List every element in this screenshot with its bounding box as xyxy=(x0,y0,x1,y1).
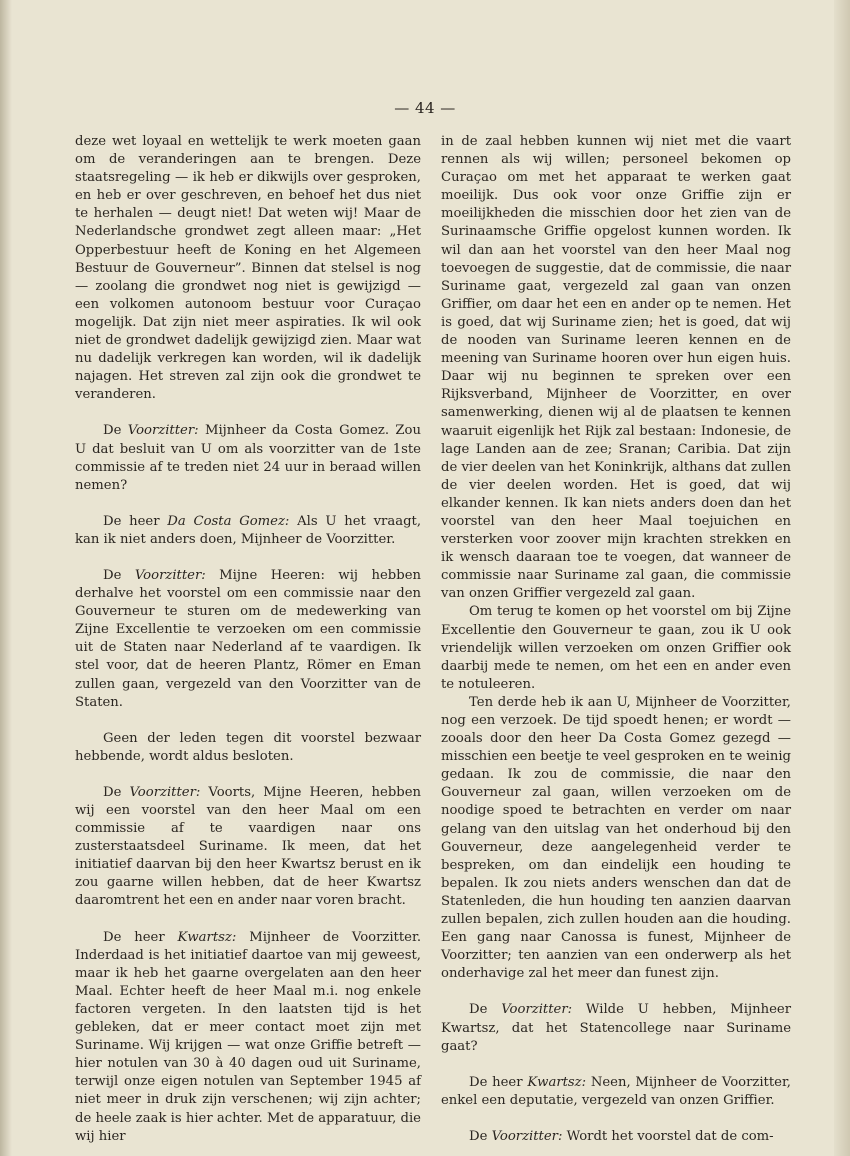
paragraph-text: Neen, Mijnheer de Voorzitter, enkel een deputatie, vergezeld van onzen Griffier. xyxy=(441,1074,792,1108)
paragraph xyxy=(75,730,421,766)
speaker-name: Kwartsz: xyxy=(527,1074,587,1090)
speaker-name: Kwartsz: xyxy=(177,929,237,945)
speaker-prefix: De xyxy=(103,784,130,800)
speaker-name: Voorzitter: xyxy=(491,1128,563,1144)
paragraph-text: Mijnheer de Voorzitter. Inderdaad is het initiatief daartoe van mij geweest, maar ik heb het gaarne overgelaten aan den heer Maal. Echter heeft de heer Maal m.i. nog enkele factoren vergeten. In den laatsten tijd is het gebleken, dat er meer contact moet zijn met Suriname. Wij krijgen — wat onze Griffie betreft — hier notulen van 30 à 40 dagen oud uit Suriname, terwijl onze eigen notulen van September 1945 af niet meer in druk zijn verschenen; wij zijn achter; de heele zaak is hier achter. Met de apparatuur, die wij hier xyxy=(75,929,422,1144)
paragraph-text: Ten derde heb ik aan U, Mijnheer de Voorzitter, nog een verzoek. De tijd spoedt henen; er wordt — zooals door den heer Da Costa Gomez gezegd — misschien een beetje te veel gesproken en te weinig gedaan. Ik zou de commissie, die naar den Gouverneur zal gaan, willen verzoeken om de noodige spoed te betrachten en verder om naar gelang van den uitslag van het onderhoud bij den Gouverneur, deze aangelegenheid verder te bespreken, om dan eindelijk een houding te bepalen. Ik zou niets anders wenschen dan dat de Statenleden, die hun houding ten aanzien daarvan zullen bepalen, zich zullen houden aan die houding. Een gang naar Canossa is funest, Mijnheer de Voorzitter; ten aanzien van een onderwerp als het onderhavige zal het meer dan funest zijn. xyxy=(441,694,791,982)
page-binding-edge xyxy=(0,0,12,1156)
speaker-name: Voorzitter: xyxy=(129,784,201,800)
speaker-prefix: De xyxy=(103,423,128,439)
paragraph-text: Geen der leden tegen dit voorstel bezwaar hebbende, wordt aldus besloten. xyxy=(75,730,421,764)
speaker-prefix: De heer xyxy=(103,513,168,529)
paragraph xyxy=(441,603,791,693)
speaker-prefix: De xyxy=(103,567,135,583)
paragraph xyxy=(441,694,791,984)
paragraph-text: deze wet loyaal en wettelijk te werk moeten gaan om de veranderingen aan te brengen. Deze staatsregeling — ik heb er dikwijls over gesproken, en heb er over geschreven, en behoef het dus niet te herhalen — deugt niet! Dat weten wij! Maar de Nederlandsche grondwet zegt alleen maar: „Het Opperbestuur heeft de Koning en het Algemeen Bestuur de Gouverneur”. Binnen dat stelsel is nog — zoolang die grondwet nog niet is gewijzigd — een volkomen autonoom bestuur voor Curaçao mogelijk. Dat zijn niet meer aspiraties. Ik wil ook niet de grondwet dadelijk gewijzigd zien. Maar wat nu dadelijk verkregen kan worden, wil ik dadelijk najagen. Het streven zal zijn ook die grondwet te veranderen. xyxy=(75,134,421,403)
paragraph xyxy=(75,513,421,549)
speaker-prefix: De xyxy=(469,1128,492,1144)
speaker-prefix: De heer xyxy=(469,1074,528,1090)
paragraph-text: in de zaal hebben kunnen wij niet met die vaart rennen als wij willen; personeel bekomen op Curaçao om met het apparaat te werken gaat moeilijk. Dus ook voor onze Griffie zijn er moeilijkheden die misschien door het zien van de Surinaamsche Griffie opgelost kunnen worden. Ik wil dan aan het voorstel van den heer Maal nog toevoegen de suggestie, dat de commissie, die naar Suriname gaat, vergezeld zal gaan van onzen Griffier, om daar het een en ander op te nemen. Het is goed, dat wij Suriname zien; het is goed, dat wij de nooden van Suriname leeren kennen en de meening van Suriname hooren over hun eigen huis. Daar wij nu beginnen te spreken over een Rijksverband, Mijnheer de Voorzitter, en over samenwerking, dienen wij al de plaatsen te kennen waaruit eigenlijk het Rijk zal bestaan: Indonesie, de lage Landen aan de zee; Sranan; Caribia. Dat zijn de vier deelen van het Koninkrijk, althans dat zullen de vier deelen worden. Het is goed, dat wij elkander kennen. Ik kan niets anders doen dan het voorstel van den heer Maal toejuichen en versterken voor zoover mijn krachten strekken en ik wensch daaraan toe te voegen, dat wanneer de commissie naar Suriname zal gaan, die commissie van onzen Griffier vergezeld zal gaan. xyxy=(441,134,791,602)
paragraph xyxy=(441,1074,791,1110)
speaker-prefix: De xyxy=(469,1002,502,1018)
paragraph xyxy=(441,1001,791,1055)
speaker-name: Da Costa Gomez: xyxy=(167,513,290,529)
paragraph xyxy=(441,1128,791,1146)
paragraph-text: Voorts, Mijne Heeren, hebben wij een voorstel van den heer Maal om een commissie af te vaardigen naar ons zusterstaatsdeel Suriname. Ik meen, dat het initiatief daarvan bij den heer Kwartsz berust en ik zou gaarne willen hebben, dat de heer Kwartsz daaromtrent het een en ander naar voren bracht. xyxy=(75,784,421,909)
speaker-prefix: De heer xyxy=(103,929,178,945)
speaker-name: Voorzitter: xyxy=(127,423,199,439)
speaker-name: Voorzitter: xyxy=(501,1002,573,1018)
paragraph xyxy=(75,567,421,712)
paragraph xyxy=(75,422,421,494)
paragraph xyxy=(441,133,791,603)
page-number: — 44 — xyxy=(394,99,456,117)
paragraph-text: Wordt het voorstel dat de com- xyxy=(562,1128,774,1144)
paragraph-text: Om terug te komen op het voorstel om bij Zijne Excellentie den Gouverneur te gaan, zou ik U ook vriendelijk willen verzoeken om onzen Griffier ook daarbij mede te nemen, om het een en ander even te notuleeren. xyxy=(441,604,791,692)
paragraph-text: Wilde U hebben, Mijnheer Kwartsz, dat het Statencollege naar Suriname gaat? xyxy=(441,1002,792,1054)
left-column xyxy=(75,133,421,1146)
paragraph-text: Mijne Heeren: wij hebben derhalve het voorstel om een commissie naar den Gouverneur te sturen om de medewerking van Zijne Excellentie te verzoeken om een commissie uit de Staten naar Nederland af te vaardigen. Ik stel voor, dat de heeren Plantz, Römer en Eman zullen gaan, vergezeld van den Voorzitter van de Staten. xyxy=(75,567,421,710)
speaker-name: Voorzitter: xyxy=(134,567,206,583)
page-right-edge xyxy=(834,0,850,1156)
paragraph xyxy=(75,929,421,1146)
paragraph xyxy=(75,133,421,404)
paragraph-text: Als U het vraagt, kan ik niet anders doen, Mijnheer de Voorzitter. xyxy=(75,513,422,547)
paragraph-text: Mijnheer da Costa Gomez. Zou U dat besluit van U om als voorzitter van de 1ste commissie af te treden niet 24 uur in beraad willen nemen? xyxy=(75,423,421,493)
right-column xyxy=(441,133,791,1146)
paragraph xyxy=(75,784,421,911)
